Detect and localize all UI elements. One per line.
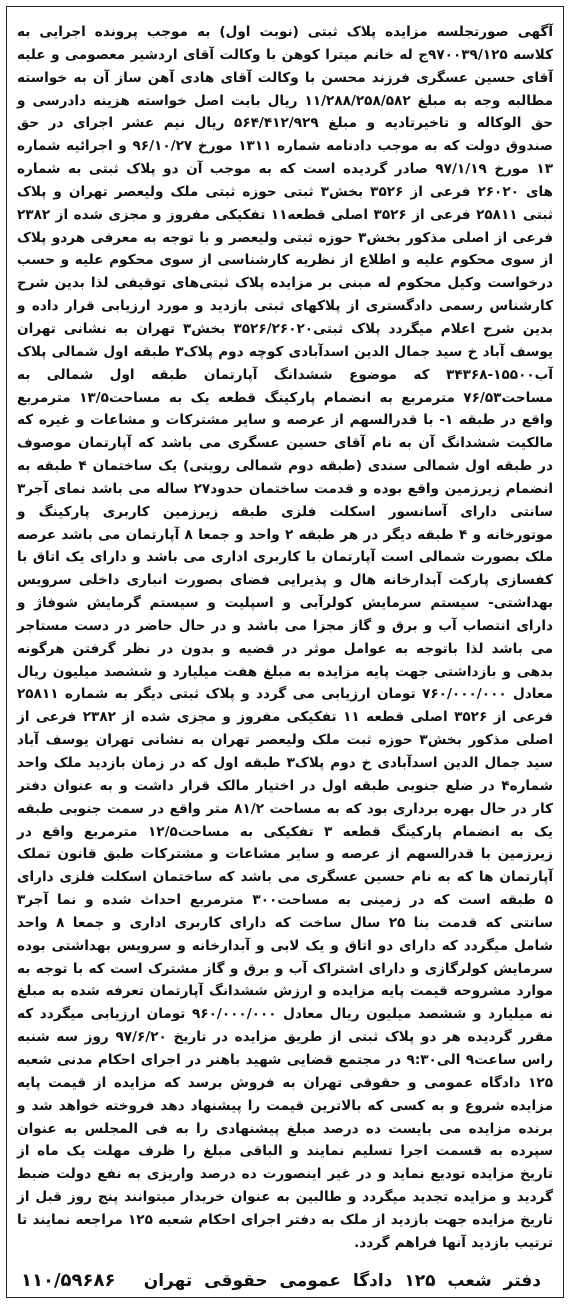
notice-footer bbox=[7, 1270, 563, 1291]
notice-body-text: آگهی صورتجلسه مزایده پلاک ثبتی (نوبت اول) به موجب پرونده اجرایی به کلاسه ۹۷۰۰۳۹/۱۲۵ج له خانم میترا کوهن با وکالت آقای اردشیر معصومی و علیه آقای حسین عسگری فرزند محسن با وکالت آقای هادی آهن ساز آن به خواسته مطالبه وجه به مبلغ ۱۱/۲۸۸/۲۵۸/۵۸۲ ریال بابت اصل خواسته هزینه دادرسی و حق الوکاله و تاخیرتادیه و مبلغ ۵۶۴/۴۱۲/۹۲۹ ریال نیم عشر اجرای در حق صندوق دولت که به موجب دادنامه شماره ۱۳۱۱ مورخ ۹۶/۱۰/۲۷ و اجرائیه شماره ۱۳ مورخ ۹۷/۱/۱۹ صادر گردیده است که به موجب آن دو پلاک ثبتی به شماره های ۲۶۰۲۰ فرعی از ۳۵۲۶ بخش۳ ثبتی حوزه ثبتی ملک ولیعصر تهران و پلاک ثبتی ۲۵۸۱۱ فرعی از ۳۵۲۶ اصلی قطعه۱۱ تفکیکی مفروز و مجزی شده از ۲۳۸۲ فرعی از اصلی مذکور بخش۳ حوزه ثبتی ولیعصر و با توجه به معرفی هردو پلاک از سوی محکوم علیه و اطلاع از نظریه کارشناسی از سوی محکوم علیه و حسب درخواست وکیل محکوم له مبنی بر مزایده پلاک ثبتی‌های توقیفی لذا بدین شرح کارشناس رسمی دادگستری از پلاکهای ثبتی بازدید و مورد ارزیابی قرار داده و بدین شرح اعلام میگردد پلاک ثبتی۳۵۲۶/۲۶۰۲۰ بخش۳ تهران به نشانی تهران یوسف آباد خ سید جمال الدین اسدآبادی کوچه دوم پلاک۳ طبقه اول شمالی پلاک آب۱۵۵۰۰-۳۴۳۶۸ که موضوع ششدانگ آپارتمان طبقه اول شمالی به مساحت۷۶/۵۳ مترمربع به انضمام پارکینگ قطعه یک به مساحت۱۳/۵ مترمربع واقع در طبقه ۱- با قدرالسهم از عرصه و سایر مشترکات و مشاعات و غیره که مالکیت ششدانگ آن به نام آقای حسین عسگری می باشد که آپارتمان موصوف در طبقه اول شمالی سندی (طبقه دوم شمالی رویتی) یک ساختمان ۴ طبقه به انضمام زیرزمین واقع بوده و قدمت ساختمان حدود۲۷ ساله می باشد نمای آجر۳ سانتی دارای آسانسور اسکلت فلزی طبقه زیرزمین کاربری پارکینگ و موتورخانه و ۴ طبقه دیگر در هر طبقه ۲ واحد و جمعا ۸ آپارتمان می باشد عرصه ملک بصورت شمالی است آپارتمان با کاربری اداری می باشد و دارای یک اتاق با کفسازی پارکت آبدارخانه هال و پذیرایی فضای بصورت انباری داخلی سرویس بهداشتی- سیستم سرمایش کولرآبی و اسپلیت و سیستم گرمایش شوفاژ و دارای انتصاب آب و برق و گاز مجزا می باشد و در حال حاضر در دست مستاجر می باشد لذا باتوجه به عوامل موثر در قضیه و بدون در نظر گرفتن هرگونه بدهی و بازداشتی جهت پایه مزایده به مبلغ هفت میلیارد و ششصد میلیون ریال معادل ۷۶۰/۰۰۰/۰۰۰ تومان ارزیابی می گردد و پلاک ثبتی دیگر به شماره ۲۵۸۱۱ فرعی از ۳۵۲۶ اصلی قطعه ۱۱ تفکیکی مفروز و مجزی شده از ۲۳۸۲ فرعی از اصلی مذکور بخش۳ حوزه ثبت ملک ولیعصر تهران به نشانی تهران یوسف آباد سید جمال الدین اسدآبادی خ دوم پلاک۳ طبقه اول که در زمان بازدید ملک واحد شماره۴ در ضلع جنوبی طبقه اول در اختیار مالک قرار داشت و به عنوان دفتر کار در حال بهره برداری بود که به مساحت ۸۱/۲ متر واقع در سمت جنوبی طبقه یک به انضمام پارکینگ قطعه ۳ تفکیکی به مساحت۱۲/۵ مترمربع واقع در زیرزمین با قدرالسهم از عرصه و سایر مشاعات و مشترکات طبق قانون تملک آپارتمان ها که به نام حسین عسگری می باشد که ساختمان اسکلت فلزی دارای ۵ طبقه است که در زمینی به مساحت۳۰۰ مترمربع احداث شده و نما آجر۳ سانتی که قدمت بنا ۲۵ سال ساخت که دارای کاربری اداری و جمعا ۸ واحد شامل میگردد که دارای دو اتاق و یک لابی و آبدارخانه و سرویس بهداشتی بوده سرمایش کولرگازی و دارای اشتراک آب و برق و گاز مشترک است که با توجه به موارد مشروحه قیمت پایه مزایده و ارزش ششدانگ آپارتمان تعرفه شده به مبلغ نه میلیارد و ششصد میلیون ریال معادل ۹۶۰/۰۰۰/۰۰۰ تومان ارزیابی میگردد که مقرر گردیده هر دو پلاک ثبتی از طریق مزایده در تاریخ ۹۷/۶/۲۰ روز سه شنبه راس ساعت۹ الی۹:۳۰ در مجتمع قضایی شهید باهنر در اجرای احکام مدنی شعبه ۱۲۵ دادگاه عمومی و حقوقی تهران به فروش برسد که مزایده از قیمت پایه مزایده شروع و به کسی که بالاترین قیمت را پیشنهاد دهد فروخته خواهد شد و برنده مزایده می بایست ده درصد مبلغ پیشنهادی را به فی المجلس به عنوان سپرده به قسمت اجرا تسلیم نمایند و الباقی مبلغ را ظرف مهلت یک ماه از تاریخ مزایده تودیع نماید و در غیر اینصورت ده درصد واریزی به نفع دولت ضبط گردید و مزایده تجدید میگردد و طالبین به عنوان خریدار میتوانند پنج روز قبل از تاریخ مزایده جهت بازدید از ملک به دفتر اجرای احکام شعبه ۱۲۵ مراجعه نمایند تا ترتیب بازدید آنها فراهم گردد. bbox=[17, 24, 554, 1251]
auction-notice bbox=[6, 6, 564, 1298]
reference-number: ۱۱۰/۵۹۶۸۶ bbox=[21, 1270, 116, 1291]
issuer-signature: دفتر شعب ۱۲۵ دادگا عمومی حقوقی تهران bbox=[143, 1270, 541, 1291]
